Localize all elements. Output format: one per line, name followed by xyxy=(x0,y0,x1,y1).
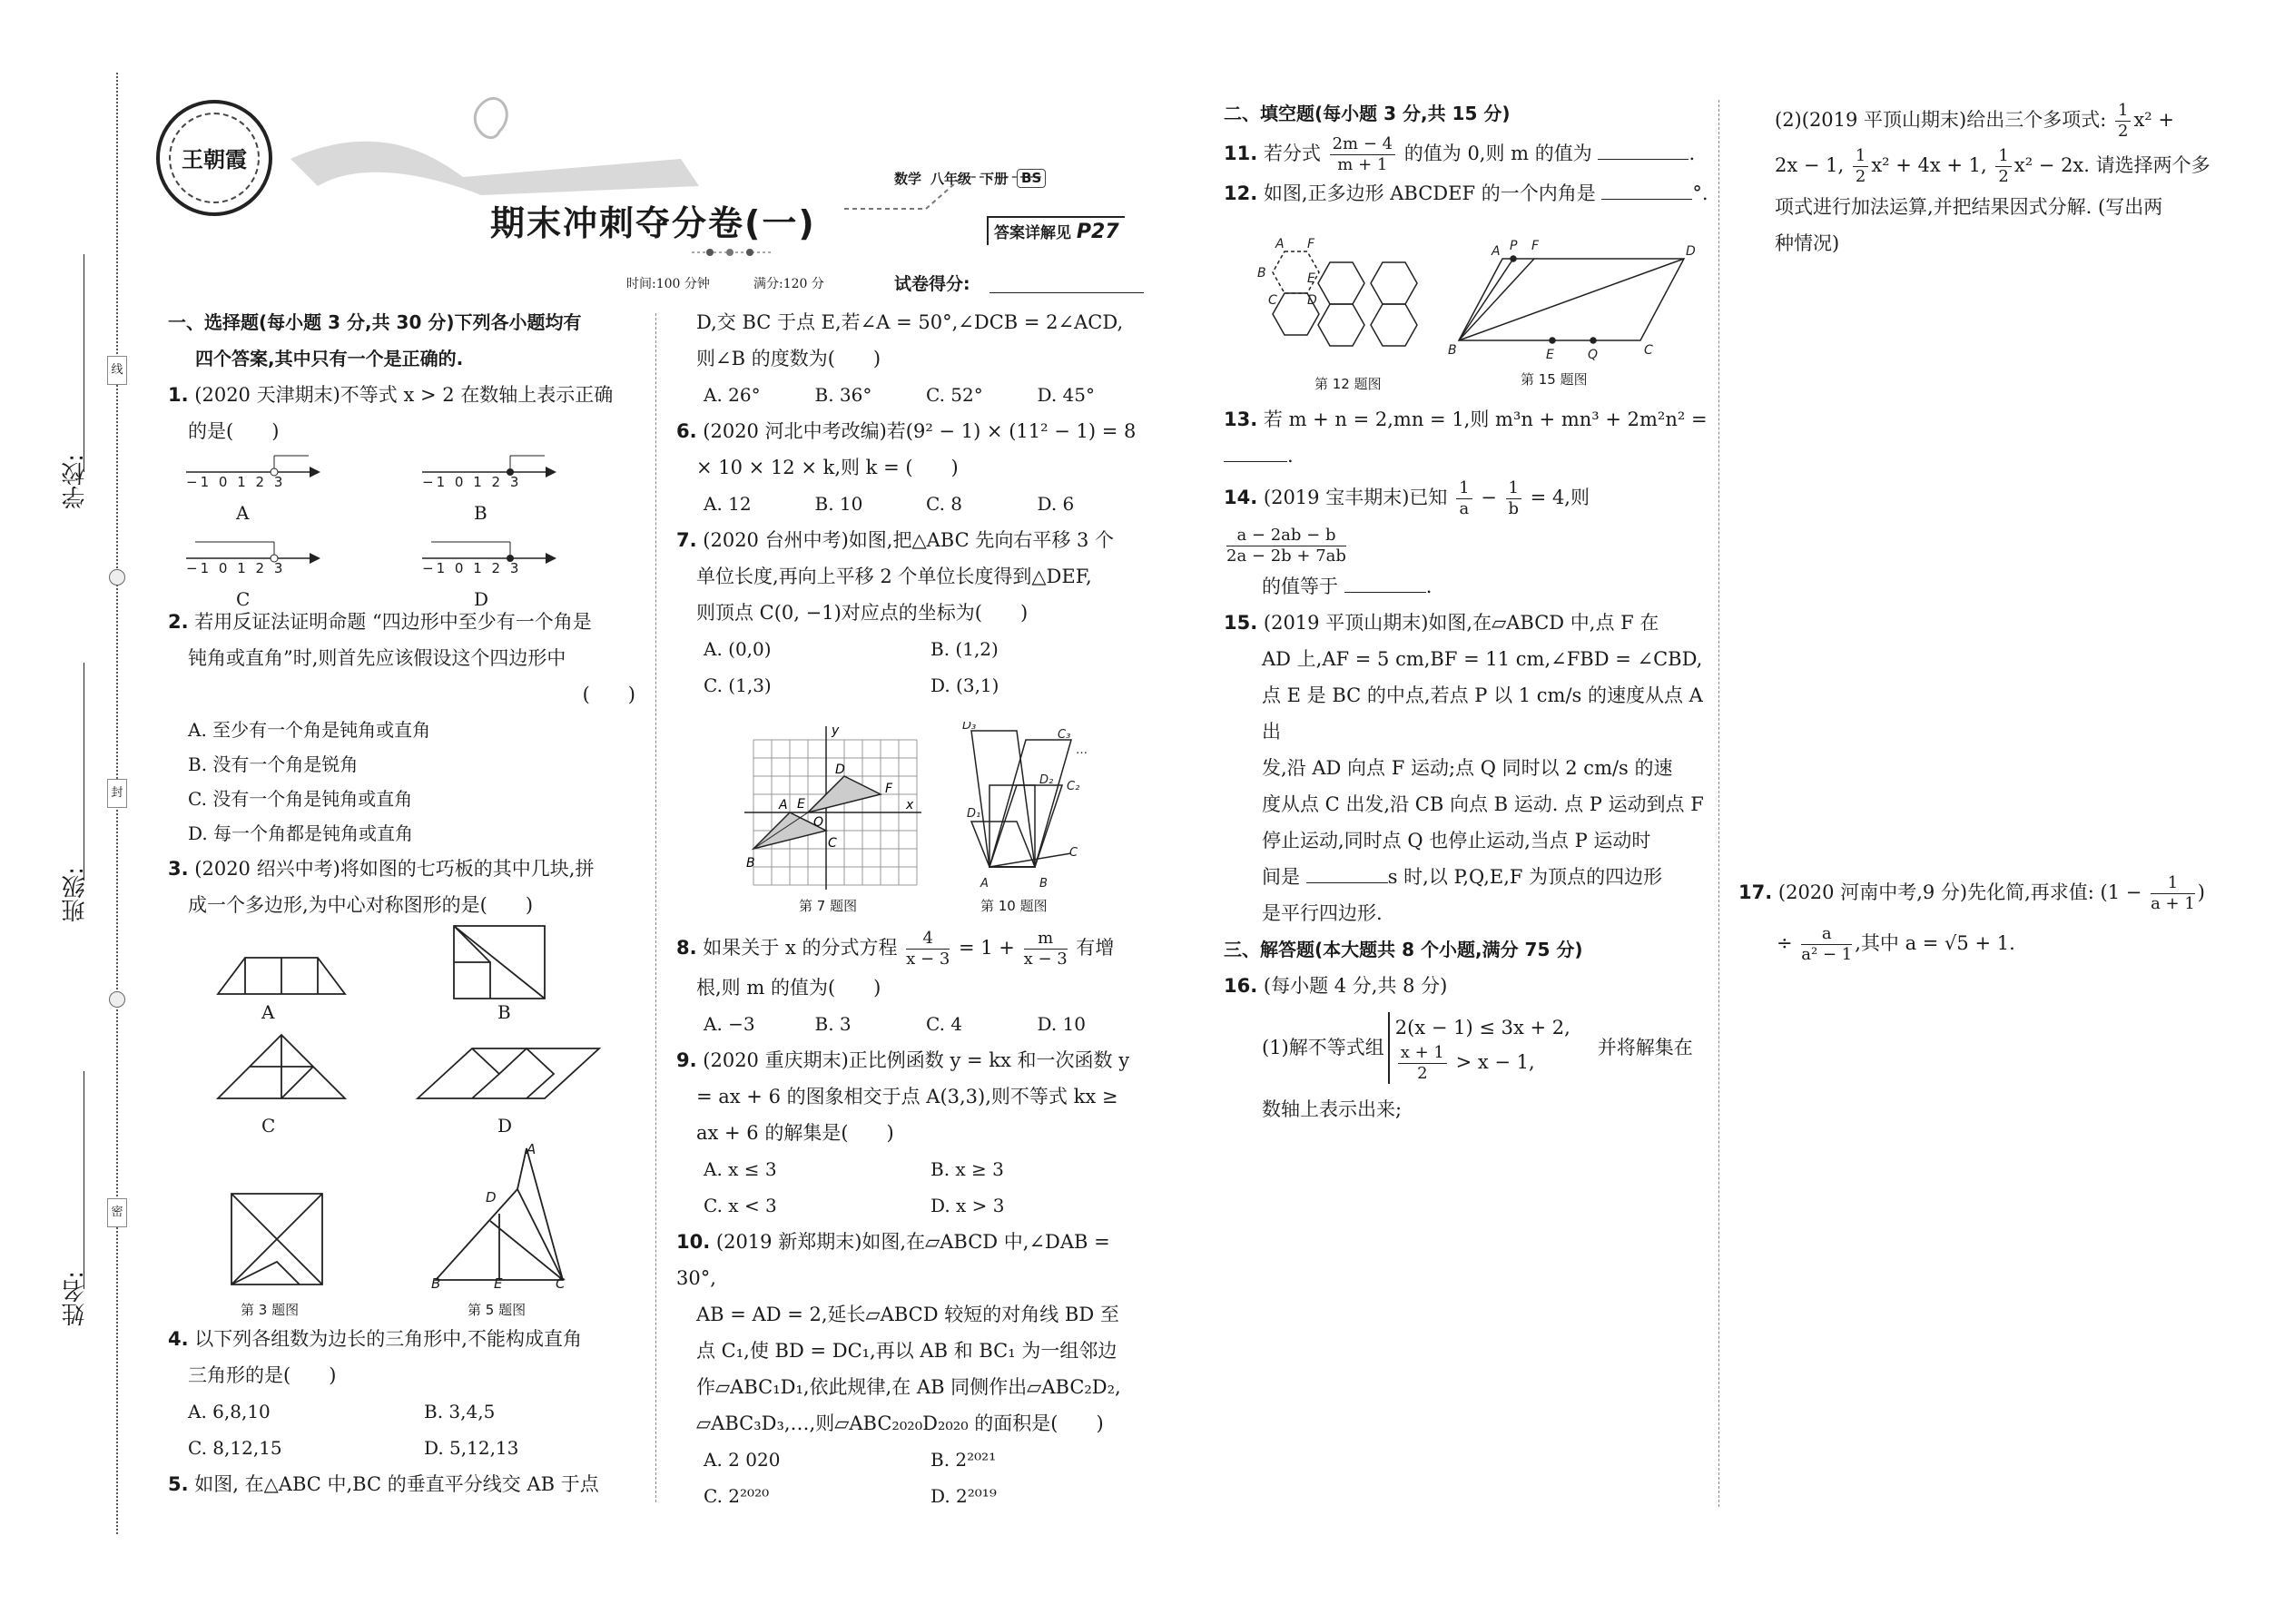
column-2 xyxy=(676,304,1148,704)
tick-labels-a: −1 0 1 2 3 xyxy=(186,474,286,490)
svg-text:…: … xyxy=(1076,743,1088,757)
figure-caption-3: 第 3 题图 xyxy=(241,1302,300,1318)
q7-option-a[interactable]: A. (0,0) xyxy=(704,638,772,660)
q3-option-b[interactable]: B xyxy=(497,1001,511,1023)
numerator: a − 2ab − b xyxy=(1226,526,1346,546)
q5-option-a[interactable]: A. 26° xyxy=(704,384,761,406)
q-text: D,交 BC 于点 E,若∠A = 50°,∠DCB = 2∠ACD, xyxy=(696,311,1124,333)
q-text: 钝角或直角”时,则首先应该假设这个四边形中 xyxy=(188,647,566,669)
q-text: (2020 河南中考,9 分)先化简,再求值: xyxy=(1777,881,2094,903)
q-text: 种情况) xyxy=(1775,232,1840,254)
svg-text:F: F xyxy=(885,782,893,796)
q10-option-b[interactable]: B. 2²⁰²¹ xyxy=(930,1449,997,1471)
q9-option-b[interactable]: B. x ≥ 3 xyxy=(930,1158,1004,1180)
figure-caption-10: 第 10 题图 xyxy=(980,898,1048,914)
column-4 xyxy=(1775,98,2238,261)
fraction xyxy=(1024,929,1068,969)
brand-logo xyxy=(156,100,272,216)
q-num: 14. xyxy=(1224,487,1258,508)
svg-text:C: C xyxy=(1644,343,1653,358)
q10-parallelogram-figure xyxy=(962,722,1117,893)
svg-text:y: y xyxy=(832,723,840,738)
q-num: 9. xyxy=(676,1049,697,1071)
tangram-square xyxy=(231,1194,322,1284)
q-text: (2020 天津期末)不等式 x > 2 在数轴上表示正确 xyxy=(194,384,614,406)
numerator: 1 xyxy=(1506,478,1521,499)
q-text: 如图,正多边形 ABCDEF 的一个内角是 xyxy=(1263,182,1596,204)
q-text: x² + xyxy=(2133,109,2175,131)
q11-answer-blank[interactable] xyxy=(1598,159,1689,160)
q8-option-b[interactable]: B. 3 xyxy=(814,1013,852,1035)
q-text: (2020 河北中考改编)若(9² − 1) × (11² − 1) = 8 xyxy=(703,420,1137,442)
q15-answer-blank[interactable] xyxy=(1306,882,1388,883)
q-text: x² + 4x + 1, xyxy=(1871,154,1994,176)
denominator: x − 3 xyxy=(1023,950,1068,969)
q-text: 成一个多边形,为中心对称图形的是( ) xyxy=(188,894,534,916)
answer-page: P27 xyxy=(1076,221,1119,243)
svg-text:B: B xyxy=(1257,266,1266,281)
q-text: 点 E 是 BC 的中点,若点 P 以 1 cm/s 的速度从点 A 出 xyxy=(1262,684,1703,743)
q-text: (2020 台州中考)如图,把△ABC 先向右平移 3 个 xyxy=(703,529,1115,551)
svg-text:A: A xyxy=(779,798,788,812)
q10-option-c[interactable]: C. 2²⁰²⁰ xyxy=(704,1485,770,1507)
q-text: ) xyxy=(2197,881,2205,903)
section1-heading-cont: 四个答案,其中只有一个是正确的. xyxy=(195,348,464,369)
denominator: x − 3 xyxy=(906,950,950,969)
inequality-1: 2(x − 1) ≤ 3x + 2, xyxy=(1394,1016,1570,1038)
numerator: a xyxy=(1801,924,1852,945)
q-text: (1)解不等式组 xyxy=(1262,1037,1384,1058)
q9-option-a[interactable]: A. x ≤ 3 xyxy=(704,1158,777,1180)
q-num: 3. xyxy=(168,858,189,880)
q9-option-d[interactable]: D. x > 3 xyxy=(930,1195,1005,1216)
label-A: A xyxy=(527,1141,537,1157)
q-text: ax + 6 的解集是( ) xyxy=(696,1122,894,1144)
svg-text:E: E xyxy=(797,797,805,812)
q7-option-d[interactable]: D. (3,1) xyxy=(930,674,999,696)
q-num: 17. xyxy=(1738,881,1773,903)
q9-option-c[interactable]: C. x < 3 xyxy=(704,1195,777,1216)
tick-labels-b: −1 0 1 2 3 xyxy=(422,474,522,490)
q-num: 12. xyxy=(1224,182,1258,204)
q8-option-d[interactable]: D. 10 xyxy=(1037,1013,1086,1035)
q-text: 项式进行加法运算,并把结果因式分解. (写出两 xyxy=(1775,196,2163,218)
q-text: (2019 平顶山期末)如图,在▱ABCD 中,点 F 在 xyxy=(1263,612,1659,634)
svg-text:A: A xyxy=(1275,237,1285,251)
exam-full-score: 满分:120 分 xyxy=(753,277,824,291)
q-text: AD 上,AF = 5 cm,BF = 11 cm,∠FBD = ∠CBD, xyxy=(1262,648,1703,670)
inequality-system xyxy=(1388,1012,1570,1084)
column-2-lower xyxy=(676,926,1148,1514)
q-text: 点 C₁,使 BD = DC₁,再以 AB 和 BC₁ 为一组邻边 xyxy=(696,1340,1117,1362)
q5-option-b[interactable]: B. 36° xyxy=(814,384,872,406)
q-text: 度从点 C 出发,沿 CB 向点 B 运动. 点 P 运动到点 F xyxy=(1262,793,1704,815)
inequality-2: > x − 1, xyxy=(1455,1050,1535,1073)
q-text: 则顶点 C(0, −1)对应点的坐标为( ) xyxy=(696,602,1029,624)
q-text: 发,沿 AD 向点 F 运动;点 Q 同时以 2 cm/s 的速 xyxy=(1262,757,1673,779)
q-num: 7. xyxy=(676,529,697,551)
q-text: 单位长度,再向上平移 2 个单位长度得到△DEF, xyxy=(696,566,1092,587)
exam-time: 时间:100 分钟 xyxy=(626,277,710,291)
label-D: D xyxy=(486,1189,497,1206)
svg-text:C: C xyxy=(1268,293,1277,308)
q10-option-d[interactable]: D. 2²⁰¹⁹ xyxy=(930,1485,997,1507)
figure-caption-15: 第 15 题图 xyxy=(1521,371,1588,388)
q-num: 1. xyxy=(168,384,189,406)
q1-option-b[interactable]: B xyxy=(474,502,487,524)
figure-caption-7: 第 7 题图 xyxy=(799,898,858,914)
q5-option-d[interactable]: D. 45° xyxy=(1037,384,1095,406)
q-text: (每小题 4 分,共 8 分) xyxy=(1263,975,1448,997)
fraction xyxy=(1506,478,1521,519)
q15-parallelogram-figure xyxy=(1448,231,1702,371)
q1-option-a[interactable]: A xyxy=(236,502,250,524)
q-text: 三角形的是( ) xyxy=(188,1364,337,1386)
denominator: a² − 1 xyxy=(1801,945,1853,964)
fraction xyxy=(1456,478,1472,519)
q-text: . xyxy=(1287,445,1294,467)
answer-reference xyxy=(987,216,1125,245)
q-text: 的是( ) xyxy=(188,420,280,442)
q-num: 16. xyxy=(1224,975,1258,997)
question-2 xyxy=(168,604,645,923)
tangram-c xyxy=(218,1035,345,1098)
svg-text:C₂: C₂ xyxy=(1067,780,1080,793)
q-num: 6. xyxy=(676,420,697,442)
q14-answer-blank[interactable] xyxy=(1344,592,1426,593)
q-text: = ax + 6 的图象相交于点 A(3,3),则不等式 kx ≥ xyxy=(696,1086,1118,1107)
denominator: a + 1 xyxy=(2151,894,2195,913)
q4-option-d[interactable]: D. 5,12,13 xyxy=(424,1437,519,1459)
q-text: 以下列各组数为边长的三角形中,不能构成直角 xyxy=(194,1328,582,1350)
q2-option-b[interactable]: B. 没有一个角是锐角 xyxy=(188,753,359,775)
q13-answer-blank[interactable] xyxy=(1224,461,1287,462)
q-text: ÷ xyxy=(1777,932,1793,954)
denominator: 2 xyxy=(2118,122,2129,141)
q-num: 8. xyxy=(676,937,697,959)
svg-text:x: x xyxy=(906,798,914,812)
q-num: 11. xyxy=(1224,143,1258,164)
q-text: (2)(2019 平顶山期末)给出三个多项式: xyxy=(1775,109,2107,131)
svg-text:D₃: D₃ xyxy=(962,722,977,733)
q3-option-a[interactable]: A xyxy=(261,1001,275,1023)
q-text: 停止运动,同时点 Q 也停止运动,当点 P 运动时 xyxy=(1262,830,1651,851)
label-E: E xyxy=(494,1275,503,1292)
numerator: 1 xyxy=(1853,146,1868,167)
q-text: ,其中 a = √5 + 1. xyxy=(1855,932,2015,954)
fraction xyxy=(1226,526,1346,566)
q-text: 数轴上表示出来; xyxy=(1262,1098,1403,1120)
q7-option-c[interactable]: C. (1,3) xyxy=(704,674,772,696)
answer-paren: ( ) xyxy=(582,684,635,705)
title-dots xyxy=(692,245,773,263)
numerator: 4 xyxy=(906,929,950,950)
numerator: 1 xyxy=(1456,478,1472,499)
svg-text:B: B xyxy=(1039,877,1048,890)
denominator: 2 xyxy=(1417,1063,1428,1083)
seal-mark-seal: 封 xyxy=(107,779,127,808)
denominator: 2 xyxy=(1855,167,1866,186)
q-text: 的值为 0,则 m 的值为 xyxy=(1403,143,1592,164)
q8-option-a[interactable]: A. −3 xyxy=(704,1013,755,1035)
q1-option-c[interactable]: C xyxy=(236,588,251,610)
figure-caption-5: 第 5 题图 xyxy=(468,1302,527,1318)
numerator: 2m − 4 xyxy=(1330,134,1396,155)
q12-answer-blank[interactable] xyxy=(1601,199,1692,200)
q6-option-a[interactable]: A. 12 xyxy=(704,493,752,515)
tick-labels-d: −1 0 1 2 3 xyxy=(422,560,522,576)
seal-mark-line: 线 xyxy=(107,356,127,385)
svg-text:D₁: D₁ xyxy=(967,807,981,821)
q-text: (2020 重庆期末)正比例函数 y = kx 和一次函数 y xyxy=(703,1049,1130,1071)
q-text: (2019 新郑期末)如图,在▱ABCD 中,∠DAB = 30°, xyxy=(676,1231,1110,1289)
q2-option-a[interactable]: A. 至少有一个角是钝角或直角 xyxy=(188,719,431,741)
q-text: 作▱ABC₁D₁,依此规律,在 AB 同侧作出▱ABC₂D₂, xyxy=(696,1376,1121,1398)
denominator: b xyxy=(1508,499,1520,518)
q-text: 2x − 1, xyxy=(1775,154,1850,176)
svg-text:C: C xyxy=(828,836,837,851)
question-17 xyxy=(1738,867,2247,969)
svg-text:B: B xyxy=(746,856,755,871)
tangram-b xyxy=(454,926,545,999)
numberline-d xyxy=(422,542,554,562)
q-num: 2. xyxy=(168,611,189,633)
tag-subject: 数学 xyxy=(894,171,922,187)
q-text: = 4,则 xyxy=(1530,487,1590,508)
svg-text:C₃: C₃ xyxy=(1058,728,1071,742)
svg-text:O: O xyxy=(813,815,824,830)
q3-option-d[interactable]: D xyxy=(497,1115,513,1137)
q7-option-b[interactable]: B. (1,2) xyxy=(930,638,999,660)
q-text: 有增 xyxy=(1076,937,1115,959)
label-B: B xyxy=(431,1275,441,1292)
q-text: 若 m + n = 2,mn = 1,则 m³n + mn³ + 2m²n² = xyxy=(1263,408,1708,430)
numerator: 1 xyxy=(1995,146,2011,167)
q-text: 间是 xyxy=(1262,866,1300,888)
q-text: × 10 × 12 × k,则 k = ( ) xyxy=(696,457,959,478)
numerator: 1 xyxy=(2151,873,2195,894)
svg-text:D: D xyxy=(1307,293,1317,308)
answer-ref-label: 答案详解见 xyxy=(994,224,1071,242)
q6-option-c[interactable]: C. 8 xyxy=(926,493,963,515)
q-text: AB = AD = 2,延长▱ABCD 较短的对角线 BD 至 xyxy=(696,1304,1119,1325)
tangram-d xyxy=(418,1048,599,1098)
binding-hole-icon xyxy=(109,569,125,586)
class-label: 班级: xyxy=(62,867,89,922)
q-num: 10. xyxy=(676,1231,711,1253)
question-4 xyxy=(168,1321,645,1502)
q-text: (1 − xyxy=(2100,881,2142,903)
q-text: ▱ABC₃D₃,…,则▱ABC₂₀₂₀D₂₀₂₀ 的面积是( ) xyxy=(696,1412,1104,1434)
q-text: 如果关于 x 的分式方程 xyxy=(703,937,898,959)
q-text: = 1 + xyxy=(959,937,1015,959)
score-blank[interactable] xyxy=(989,292,1144,293)
q-text: . xyxy=(1689,143,1696,164)
section2-heading: 二、填空题(每小题 3 分,共 15 分) xyxy=(1224,103,1511,124)
svg-text:D: D xyxy=(1686,244,1696,259)
question-1 xyxy=(168,377,645,413)
svg-text:B: B xyxy=(1448,343,1457,358)
tangram-a xyxy=(218,958,345,994)
svg-text:F: F xyxy=(1531,239,1540,253)
svg-text:E: E xyxy=(1546,348,1554,362)
q2-option-c[interactable]: C. 没有一个角是钝角或直角 xyxy=(188,788,413,810)
svg-text:F: F xyxy=(1307,237,1315,251)
q-num: 15. xyxy=(1224,612,1258,634)
numberline-c xyxy=(186,542,318,562)
q-text: 并将解集在 xyxy=(1597,1037,1693,1058)
numerator: x + 1 xyxy=(1398,1043,1447,1064)
q5-option-c[interactable]: C. 52° xyxy=(926,384,983,406)
denominator: a xyxy=(1459,499,1470,518)
subject-tags xyxy=(894,169,1046,188)
tag-edition: BS xyxy=(1017,169,1046,188)
q1-option-d[interactable]: D xyxy=(474,588,489,610)
q-text: − xyxy=(1481,487,1497,508)
q10-option-a[interactable]: A. 2 020 xyxy=(704,1449,781,1471)
q-text: 若用反证法证明命题 “四边形中至少有一个角是 xyxy=(194,611,592,633)
page-title: 期末冲刺夺分卷(一) xyxy=(490,203,816,243)
q-text: 如图, 在△ABC 中,BC 的垂直平分线交 AB 于点 xyxy=(194,1473,599,1495)
column-3-lower xyxy=(1224,401,1714,1127)
q7-grid-figure xyxy=(744,722,926,893)
svg-text:D: D xyxy=(835,763,845,777)
seal-mark-dense: 密 xyxy=(107,1198,127,1227)
binding-hole-icon xyxy=(109,991,125,1008)
q-text: 是平行四边形. xyxy=(1262,902,1383,924)
q-text: . xyxy=(1425,576,1433,597)
column-3 xyxy=(1224,95,1714,212)
svg-text:C: C xyxy=(1069,846,1078,860)
q-text: (2020 绍兴中考)将如图的七巧板的其中几块,拼 xyxy=(194,858,595,880)
svg-text:A: A xyxy=(1492,244,1501,259)
column-divider xyxy=(655,313,656,1502)
figure-caption-12: 第 12 题图 xyxy=(1314,376,1382,392)
section1-heading: 一、选择题(每小题 3 分,共 30 分)下列各小题均有 xyxy=(168,311,582,333)
svg-text:P: P xyxy=(1510,239,1518,253)
q-text: (2019 宝丰期末)已知 xyxy=(1263,487,1448,508)
svg-text:E: E xyxy=(1307,271,1315,286)
q4-option-c[interactable]: C. 8,12,15 xyxy=(188,1437,282,1459)
tag-grade: 八年级 xyxy=(930,171,972,187)
q6-option-b[interactable]: B. 10 xyxy=(814,493,863,515)
q-num: 13. xyxy=(1224,408,1258,430)
numerator: 1 xyxy=(2115,101,2131,122)
q-text: 若分式 xyxy=(1263,143,1321,164)
q12-hexagon-figure xyxy=(1257,231,1439,371)
score-label: 试卷得分: xyxy=(894,274,970,294)
svg-text:A: A xyxy=(980,877,989,890)
column-divider xyxy=(1718,100,1719,1507)
denominator: m + 1 xyxy=(1337,155,1388,174)
svg-text:Q: Q xyxy=(1588,348,1599,362)
q6-option-d[interactable]: D. 6 xyxy=(1037,493,1075,515)
svg-text:D₂: D₂ xyxy=(1039,773,1054,787)
section3-heading: 三、解答题(本大题共 8 个小题,满分 75 分) xyxy=(1224,939,1583,960)
tick-labels-c: −1 0 1 2 3 xyxy=(186,560,286,576)
name-label: 姓名: xyxy=(62,1271,89,1326)
q4-option-a[interactable]: A. 6,8,10 xyxy=(188,1401,271,1422)
denominator: 2 xyxy=(1998,167,2009,186)
q-text: 则∠B 的度数为( ) xyxy=(696,348,881,369)
numberline-a xyxy=(186,456,318,476)
q-text: 根,则 m 的值为( ) xyxy=(696,977,881,999)
q8-option-c[interactable]: C. 4 xyxy=(926,1013,963,1035)
label-C: C xyxy=(556,1275,566,1292)
brand-name: 王朝霞 xyxy=(182,146,247,172)
q-num: 5. xyxy=(168,1473,189,1495)
q-text: x² − 2x. 请选择两个多 xyxy=(2013,154,2210,176)
q-text: s 时,以 P,Q,E,F 为顶点的四边形 xyxy=(1387,866,1663,888)
numberline-b xyxy=(422,456,554,476)
q-text: 的值等于 xyxy=(1262,576,1338,597)
school-label: 学校: xyxy=(62,454,89,509)
q2-option-d[interactable]: D. 每一个角都是钝角或直角 xyxy=(188,822,414,844)
q-text: °. xyxy=(1692,182,1708,204)
q-num: 4. xyxy=(168,1328,189,1350)
fraction xyxy=(906,929,950,969)
triangle-q5 xyxy=(436,1148,563,1280)
q4-option-b[interactable]: B. 3,4,5 xyxy=(424,1401,496,1422)
tag-volume: 下册 xyxy=(980,171,1009,187)
denominator: 2a − 2b + 7ab xyxy=(1226,546,1346,566)
q3-option-c[interactable]: C xyxy=(261,1115,276,1137)
numerator: m xyxy=(1024,929,1068,950)
fraction xyxy=(1330,134,1396,175)
